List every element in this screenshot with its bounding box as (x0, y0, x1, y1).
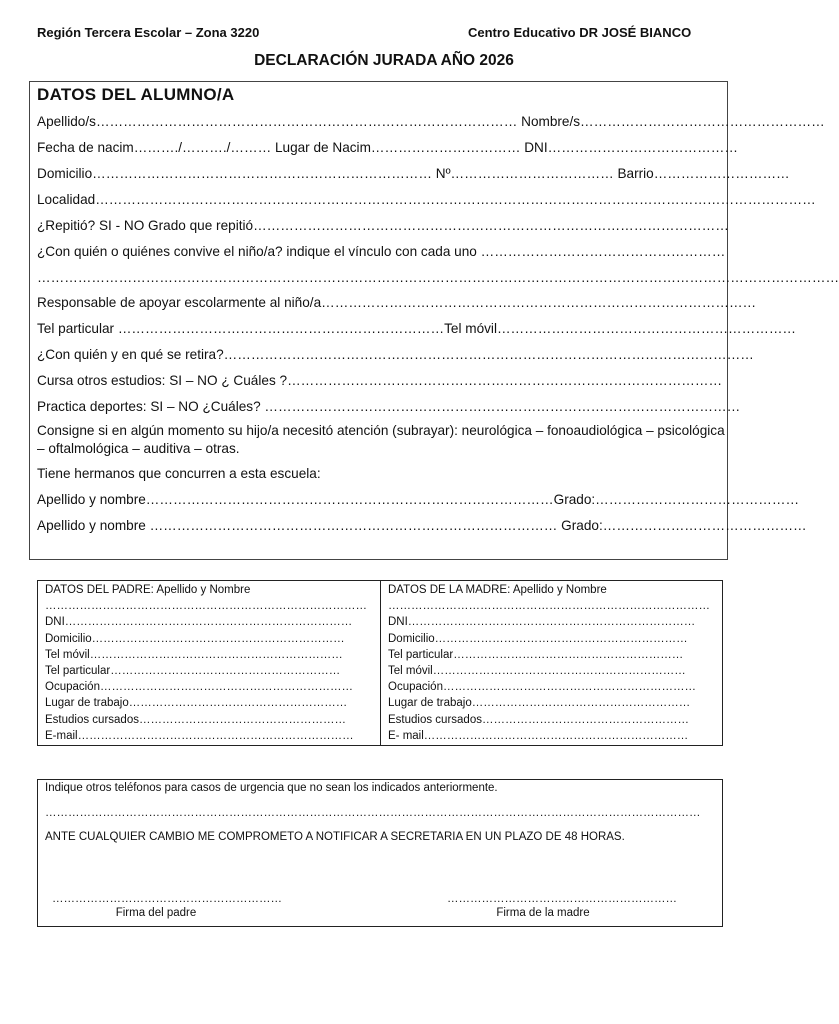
mother-occupation-field[interactable]: Ocupación………………………………………………………… (388, 681, 696, 694)
region-label: Región Tercera Escolar – Zona 3220 (37, 25, 260, 40)
mother-mobile-field[interactable]: Tel móvil………………………………………………………… (388, 664, 686, 677)
address-number-neighborhood-field[interactable]: Domicilio………………………………………………………………… Nº……………………………… Barrio………………………… (37, 166, 790, 181)
other-studies-field[interactable]: Cursa otros estudios: SI – NO ¿ Cuáles ?…………………………………………………………………………………… (37, 373, 723, 388)
emergency-contact-section (37, 779, 723, 927)
father-studies-field[interactable]: Estudios cursados……………………………………………… (45, 713, 346, 726)
mother-dni-field[interactable]: DNI………………………………………………………………… (388, 616, 696, 629)
mother-studies-field[interactable]: Estudios cursados……………………………………………… (388, 713, 689, 726)
siblings-label: Tiene hermanos que concurren a esta escuela: (37, 466, 321, 481)
change-notification-commitment: ANTE CUALQUIER CAMBIO ME COMPROMETO A NOTIFICAR A SECRETARIA EN UN PLAZO DE 48 HORAS. (45, 831, 625, 843)
father-signature-line[interactable]: …………………………………………………… (52, 893, 282, 905)
birth-date-place-dni-field[interactable]: Fecha de nacim………./………./……… Lugar de Nacim…………………………… DNI…………………………………… (37, 140, 738, 155)
emergency-phones-field[interactable]: ……………………………………………………………………………………………………………………………………………………… (45, 807, 701, 819)
mother-signature-label: Firma de la madre (496, 907, 590, 919)
school-support-responsible-field[interactable]: Responsable de apoyar escolarmente al niño/a…………………………………………………………………………………… (37, 295, 757, 310)
parents-data-table (37, 580, 723, 746)
cohabitants-continuation-field[interactable]: …………………………………………………………………………………………………………………………………………………………… (37, 270, 839, 285)
mother-signature-line[interactable]: …………………………………………………… (447, 893, 677, 905)
father-heading: DATOS DEL PADRE: Apellido y Nombre (45, 584, 251, 596)
repeated-grade-field[interactable]: ¿Repitió? SI - NO Grado que repitió…………………………………………………………………………………………… (37, 218, 729, 233)
father-dni-field[interactable]: DNI………………………………………………………………… (45, 616, 353, 629)
mother-heading: DATOS DE LA MADRE: Apellido y Nombre (388, 584, 607, 596)
phone-mobile-field[interactable]: Tel particular ………………………………………………………………Tel móvil………………………………………………………… (37, 321, 797, 336)
student-data-section (29, 81, 839, 560)
father-signature-label: Firma del padre (115, 907, 197, 919)
father-address-field[interactable]: Domicilio………………………………………………………… (45, 632, 345, 645)
school-name: Centro Educativo DR JOSÉ BIANCO (468, 25, 692, 40)
mother-name-field[interactable]: ………………………………………………………………………… (388, 600, 710, 613)
surname-name-field[interactable]: Apellido/s………………………………………………………………………………… Nombre/s……………………………………………… (37, 114, 825, 129)
sports-field[interactable]: Practica deportes: SI – NO ¿Cuáles? …………………………………………………………………………………………… (37, 399, 741, 414)
mother-address-field[interactable]: Domicilio………………………………………………………… (388, 632, 688, 645)
document-title: DECLARACIÓN JURADA AÑO 2026 (254, 52, 514, 69)
father-email-field[interactable]: E-mail……………………………………………………………… (45, 729, 354, 742)
medical-attention-question[interactable]: Consigne si en algún momento su hijo/a necesitó atención (subrayar): neurológica – fonoaudiológica – psicológica – oftalmológica – auditiva – otras. (37, 423, 725, 456)
father-occupation-field[interactable]: Ocupación………………………………………………………… (45, 681, 353, 694)
father-workplace-field[interactable]: Lugar de trabajo………………………………………………… (45, 697, 348, 710)
pickup-person-field[interactable]: ¿Con quién y en qué se retira?……………………………………………………………………………………………………… (37, 347, 754, 362)
mother-workplace-field[interactable]: Lugar de trabajo………………………………………………… (388, 697, 691, 710)
father-mobile-field[interactable]: Tel móvil………………………………………………………… (45, 648, 343, 661)
sibling-1-field[interactable]: Apellido y nombre………………………………………………………………………………Grado:……………………………………… (37, 492, 800, 507)
mother-phone-field[interactable]: Tel particular…………………………………………………… (388, 648, 684, 661)
father-column (38, 581, 380, 745)
emergency-phones-prompt: Indique otros teléfonos para casos de urgencia que no sean los indicados anteriormente. (45, 782, 498, 794)
mother-column (380, 581, 722, 745)
father-phone-field[interactable]: Tel particular…………………………………………………… (45, 664, 341, 677)
cohabitants-field[interactable]: ¿Con quién o quiénes convive el niño/a? indique el vínculo con cada uno ……………………………………………… (37, 244, 726, 259)
student-heading: DATOS DEL ALUMNO/A (37, 85, 235, 104)
father-name-field[interactable]: ………………………………………………………………………… (45, 600, 367, 613)
locality-field[interactable]: Localidad…………………………………………………………………………………………………………………………………………… (37, 192, 816, 207)
sibling-2-field[interactable]: Apellido y nombre ……………………………………………………………………………… Grado:……………………………………… (37, 518, 807, 533)
mother-email-field[interactable]: E- mail…………………………………………………………… (388, 729, 689, 742)
